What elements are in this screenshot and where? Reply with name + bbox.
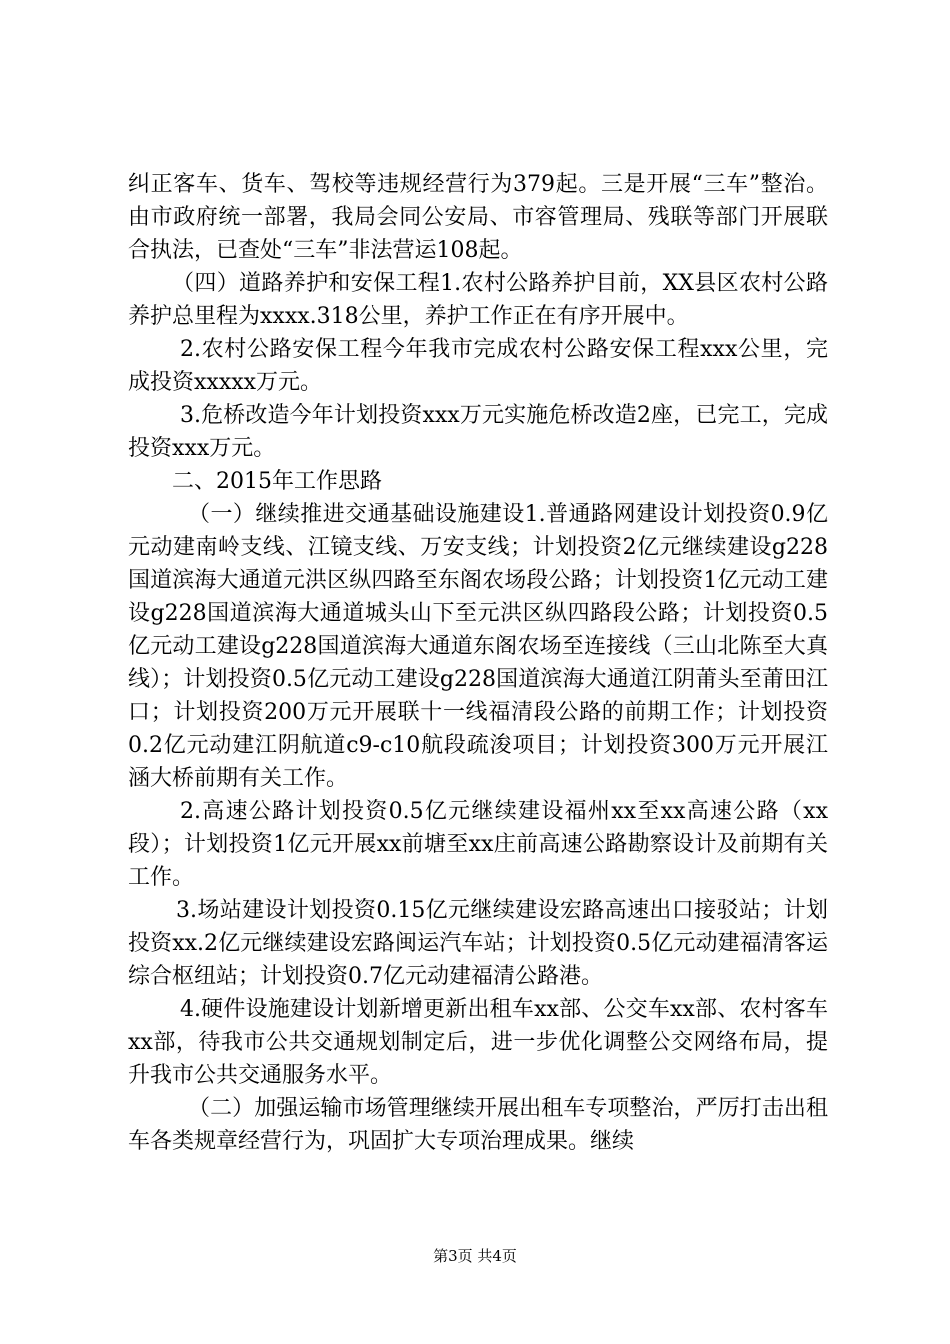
paragraph-4: 3.危桥改造今年计划投资xxx万元实施危桥改造2座，已完工，完成投资xxx万元。	[128, 403, 828, 461]
paragraph-10: （二）加强运输市场管理继续开展出租车专项整治，严厉打击出租车各类规章经营行为，巩固扩大专项治理成果。继续	[128, 1096, 828, 1154]
paragraph-9: 4.硬件设施建设计划新增更新出租车xx部、公交车xx部、农村客车xx部，待我市公共交通规划制定后，进一步优化调整公交网络布局，提升我市公共交通服务水平。	[128, 997, 828, 1088]
document-body	[128, 168, 828, 1158]
paragraph-1: 纠正客车、货车、驾校等违规经营行为379起。三是开展“三车”整治。由市政府统一部署，我局会同公安局、市容管理局、残联等部门开展联合执法，已查处“三车”非法营运108起。	[128, 172, 828, 263]
paragraph-8: 3.场站建设计划投资0.15亿元继续建设宏路高速出口接驳站；计划投资xx.2亿元继续建设宏路闽运汽车站；计划投资0.5亿元动建福清客运综合枢纽站；计划投资0.7亿元动建福清公路港。	[128, 898, 828, 989]
page-footer: 第3页 共4页	[433, 1247, 517, 1265]
paragraph-6: （一）继续推进交通基础设施建设1.普通路网建设计划投资0.9亿元动建南岭支线、江镜支线、万安支线；计划投资2亿元继续建设g228国道滨海大通道元洪区纵四路至东阁农场段公路；计划投资1亿元动工建设g228国道滨海大通道城头山下至元洪区纵四路段公路；计划投资0.5亿元动工建设g228国道滨海大通道东阁农场至连接线（三山北陈至大真线）；计划投资0.5亿元动工建设g228国道滨海大通道江阴莆头至莆田江口；计划投资200万元开展联十一线福清段公路的前期工作；计划投资0.2亿元动建江阴航道c9-c10航段疏浚项目；计划投资300万元开展江涵大桥前期有关工作。	[128, 502, 828, 791]
section-heading: 二、2015年工作思路	[172, 469, 382, 494]
paragraph-7: 2.高速公路计划投资0.5亿元继续建设福州xx至xx高速公路（xx段）；计划投资1亿元开展xx前塘至xx庄前高速公路勘察设计及前期有关工作。	[128, 799, 828, 890]
paragraph-2: （四）道路养护和安保工程1.农村公路养护目前，XX县区农村公路养护总里程为xxxx.318公里，养护工作正在有序开展中。	[128, 271, 828, 329]
paragraph-3: 2.农村公路安保工程今年我市完成农村公路安保工程xxx公里，完成投资xxxxx万元。	[128, 337, 828, 395]
